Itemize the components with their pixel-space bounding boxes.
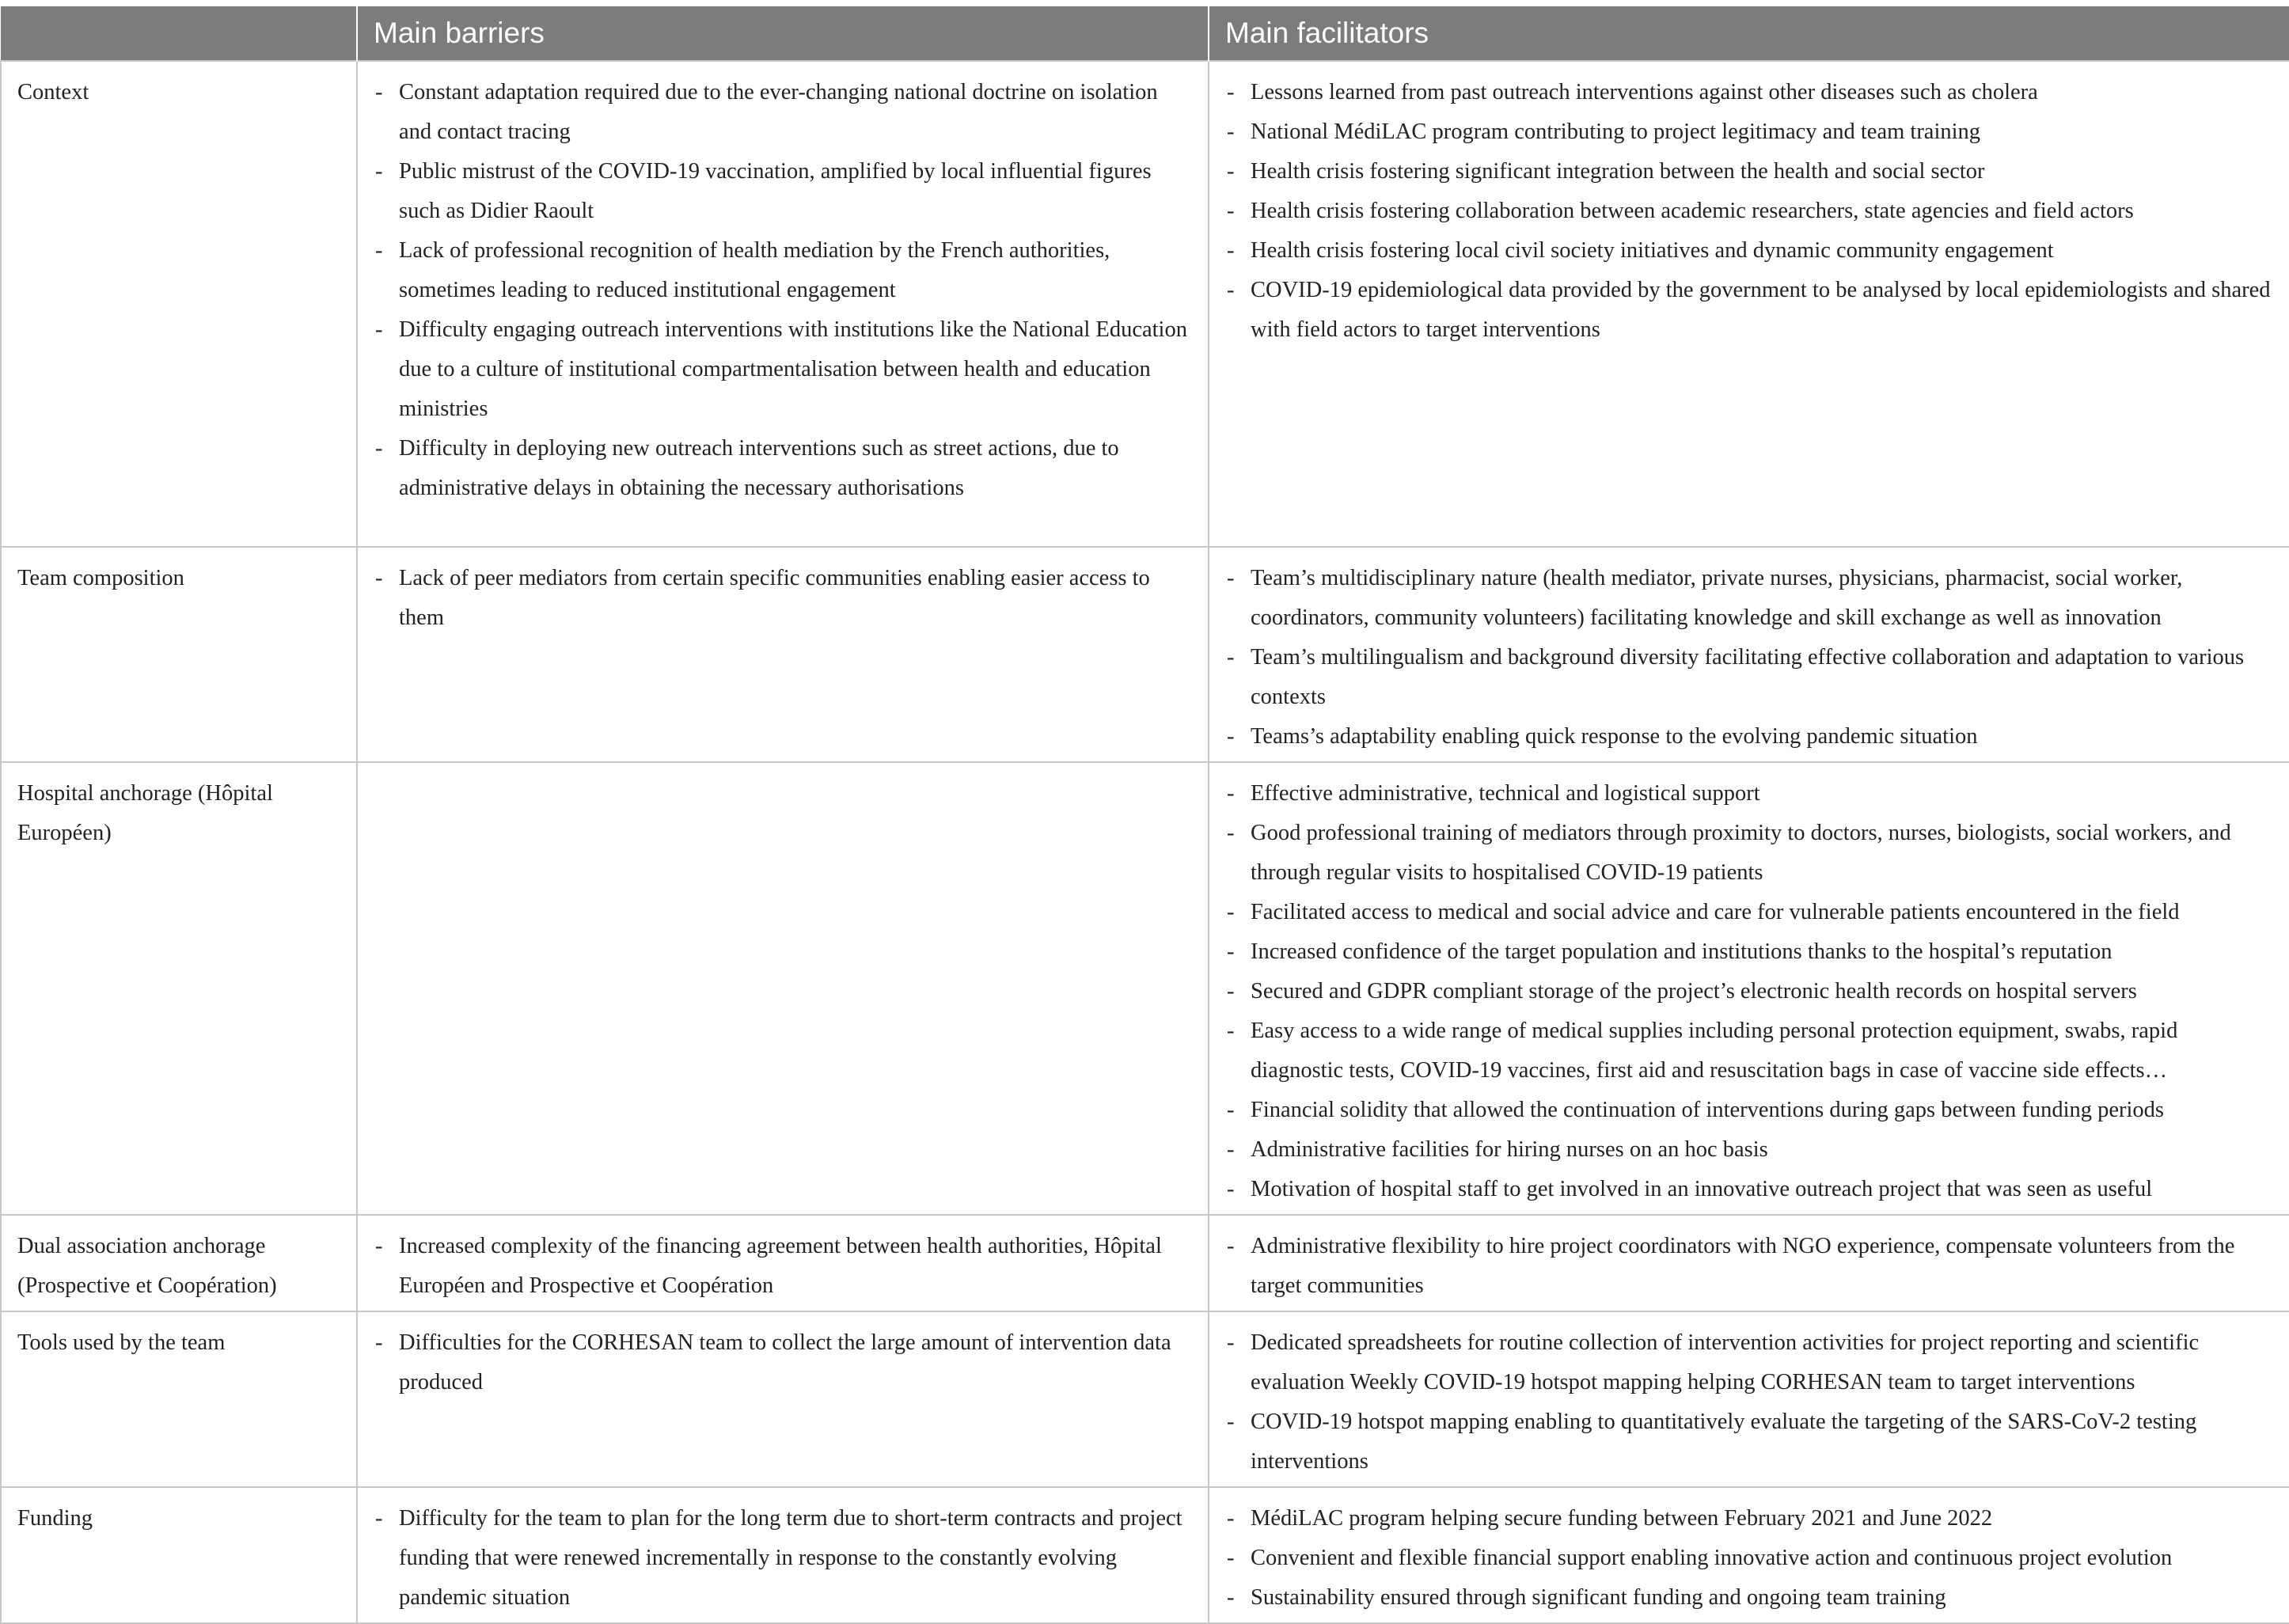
facilitator-item: - Administrative facilities for hiring nurses on an hoc basis (1225, 1130, 2275, 1170)
facilitator-item: - MédiLAC program helping secure funding between February 2021 and June 2022 (1225, 1499, 2275, 1539)
table-row (1, 762, 2289, 1215)
barriers-cell (357, 1311, 1209, 1487)
facilitators-cell (1209, 1311, 2289, 1487)
barriers-list (374, 1227, 1194, 1306)
facilitators-cell (1209, 1215, 2289, 1311)
facilitator-item: - Team’s multilingualism and background diversity facilitating effective collaboration and adaptation to various contexts (1225, 638, 2275, 717)
barriers-list (374, 559, 1194, 638)
barrier-item: - Difficulty for the team to plan for the long term due to short-term contracts and project funding that were renewed incrementally in response to the constantly evolving pandemic situation (374, 1499, 1194, 1618)
facilitator-item: - Health crisis fostering significant integration between the health and social sector (1225, 152, 2275, 192)
table-row (1, 1487, 2289, 1623)
table-body (1, 61, 2289, 1623)
row-category: Dual association anchorage (Prospective et Coopération) (1, 1215, 357, 1311)
facilitator-item: - Lessons learned from past outreach interventions against other diseases such as cholera (1225, 73, 2275, 112)
barriers-cell (357, 61, 1209, 547)
facilitator-item: - Health crisis fostering collaboration between academic researchers, state agencies and field actors (1225, 192, 2275, 231)
facilitator-item: - Dedicated spreadsheets for routine collection of intervention activities for project reporting and scientific evaluation Weekly COVID-19 hotspot mapping helping CORHESAN team to target interventions (1225, 1323, 2275, 1402)
barriers-cell (357, 1215, 1209, 1311)
facilitator-item: - Convenient and flexible financial support enabling innovative action and continuous project evolution (1225, 1539, 2275, 1578)
barrier-item: - Lack of peer mediators from certain specific communities enabling easier access to them (374, 559, 1194, 638)
facilitator-item: - Motivation of hospital staff to get involved in an innovative outreach project that was seen as useful (1225, 1170, 2275, 1209)
barrier-item: - Lack of professional recognition of health mediation by the French authorities, sometimes leading to reduced institutional engagement (374, 231, 1194, 310)
facilitators-list (1225, 1227, 2275, 1306)
facilitator-item: - Financial solidity that allowed the continuation of interventions during gaps between funding periods (1225, 1091, 2275, 1130)
barriers-list (374, 1499, 1194, 1618)
barriers-facilitators-table (0, 6, 2289, 1624)
facilitator-item: - Administrative flexibility to hire project coordinators with NGO experience, compensate volunteers from the target communities (1225, 1227, 2275, 1306)
facilitators-cell (1209, 61, 2289, 547)
row-category: Hospital anchorage (Hôpital Européen) (1, 762, 357, 1215)
header-row (1, 6, 2289, 61)
table-row (1, 1311, 2289, 1487)
barriers-cell (357, 547, 1209, 762)
facilitator-item: - Health crisis fostering local civil society initiatives and dynamic community engagement (1225, 231, 2275, 271)
barriers-list (374, 1323, 1194, 1402)
row-category: Funding (1, 1487, 357, 1623)
barriers-cell (357, 762, 1209, 1215)
row-category: Tools used by the team (1, 1311, 357, 1487)
facilitator-item: - Effective administrative, technical and logistical support (1225, 774, 2275, 814)
barrier-item: - Increased complexity of the financing agreement between health authorities, Hôpital Européen and Prospective et Coopération (374, 1227, 1194, 1306)
facilitator-item: - COVID-19 hotspot mapping enabling to quantitatively evaluate the targeting of the SARS-CoV-2 testing interventions (1225, 1402, 2275, 1482)
facilitators-cell (1209, 547, 2289, 762)
facilitator-item: - Facilitated access to medical and social advice and care for vulnerable patients encountered in the field (1225, 893, 2275, 932)
row-category: Context (1, 61, 357, 547)
barrier-item: - Public mistrust of the COVID-19 vaccination, amplified by local influential figures such as Didier Raoult (374, 152, 1194, 231)
barriers-cell (357, 1487, 1209, 1623)
facilitator-item: - COVID-19 epidemiological data provided by the government to be analysed by local epidemiologists and shared with field actors to target interventions (1225, 271, 2275, 350)
facilitators-list (1225, 73, 2275, 350)
header-main-facilitators: Main facilitators (1209, 6, 2289, 61)
facilitators-list (1225, 1499, 2275, 1618)
facilitators-list (1225, 559, 2275, 757)
barrier-item: - Constant adaptation required due to the ever-changing national doctrine on isolation and contact tracing (374, 73, 1194, 152)
facilitators-cell (1209, 762, 2289, 1215)
barrier-item: - Difficulties for the CORHESAN team to collect the large amount of intervention data produced (374, 1323, 1194, 1402)
facilitators-list (1225, 1323, 2275, 1482)
facilitator-item: - Secured and GDPR compliant storage of the project’s electronic health records on hospital servers (1225, 972, 2275, 1011)
table-row (1, 1215, 2289, 1311)
facilitators-list (1225, 774, 2275, 1209)
table-header (1, 6, 2289, 61)
row-category: Team composition (1, 547, 357, 762)
header-main-barriers: Main barriers (357, 6, 1209, 61)
facilitator-item: - Team’s multidisciplinary nature (health mediator, private nurses, physicians, pharmacist, social worker, coordinators, community volunteers) facilitating knowledge and skill exchange as well as innovation (1225, 559, 2275, 638)
facilitator-item: - Easy access to a wide range of medical supplies including personal protection equipment, swabs, rapid diagnostic tests, COVID-19 vaccines, first aid and resuscitation bags in case of vaccine side effects… (1225, 1011, 2275, 1091)
barriers-list (374, 73, 1194, 508)
header-category (1, 6, 357, 61)
facilitator-item: - National MédiLAC program contributing to project legitimacy and team training (1225, 112, 2275, 152)
facilitators-cell (1209, 1487, 2289, 1623)
barrier-item: - Difficulty engaging outreach interventions with institutions like the National Education due to a culture of institutional compartmentalisation between health and education ministries (374, 310, 1194, 429)
table-row (1, 547, 2289, 762)
barrier-item: - Difficulty in deploying new outreach interventions such as street actions, due to administrative delays in obtaining the necessary authorisations (374, 429, 1194, 508)
facilitator-item: - Increased confidence of the target population and institutions thanks to the hospital’s reputation (1225, 932, 2275, 972)
facilitator-item: - Sustainability ensured through significant funding and ongoing team training (1225, 1578, 2275, 1618)
table-row (1, 61, 2289, 547)
facilitator-item: - Teams’s adaptability enabling quick response to the evolving pandemic situation (1225, 717, 2275, 757)
facilitator-item: - Good professional training of mediators through proximity to doctors, nurses, biologists, social workers, and through regular visits to hospitalised COVID-19 patients (1225, 814, 2275, 893)
